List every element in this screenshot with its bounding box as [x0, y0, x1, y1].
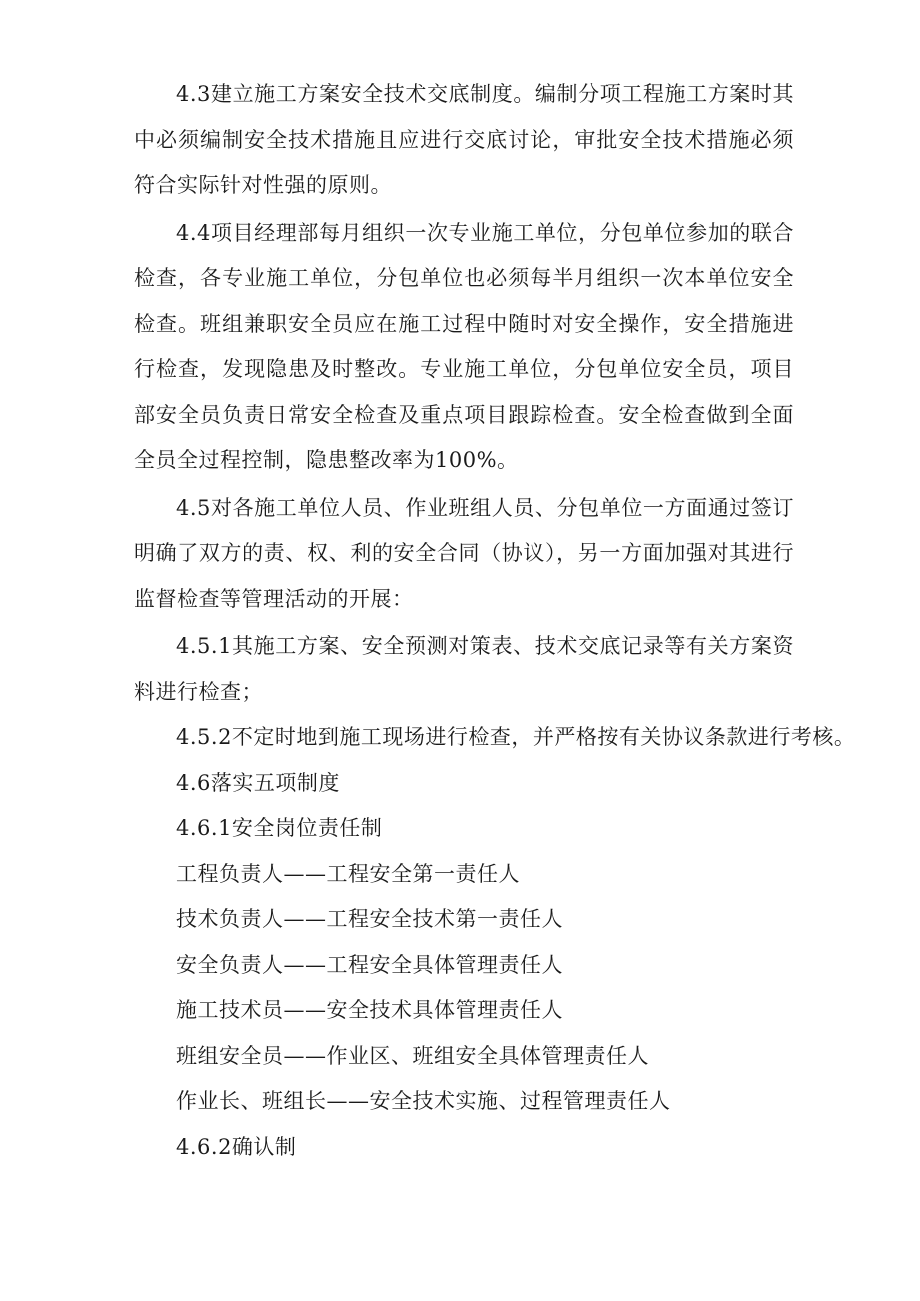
responsibility-line: 班组安全员——作业区、班组安全具体管理责任人	[176, 1043, 649, 1068]
paragraph-4-4: 4.4项目经理部每月组织一次专业施工单位，分包单位参加的联合检查，各专业施工单位，分包单位也必须每半月组织一次本单位安全检查。班组兼职安全员应在施工过程中随时对安全操作，安全措施进行检查，发现隐患及时整改。专业施工单位，分包单位安全员，项目部安全员负责日常安全检查及重点项目跟踪检查。安全检查做到全面全员全过程控制，隐患整改率为100%。	[134, 220, 794, 472]
document-body	[134, 72, 856, 1170]
paragraph-4-3: 4.3建立施工方案安全技术交底制度。编制分项工程施工方案时其中必须编制安全技术措施且应进行交底讨论，审批安全技术措施必须符合实际针对性强的原则。	[134, 82, 794, 197]
heading-4-6-2: 4.6.2确认制	[176, 1134, 297, 1159]
responsibility-line: 安全负责人——工程安全具体管理责任人	[176, 952, 563, 977]
heading-4-6: 4.6落实五项制度	[176, 770, 340, 795]
heading-4-6-1: 4.6.1安全岗位责任制	[176, 816, 383, 840]
responsibility-line: 作业长、班组长——安全技术实施、过程管理责任人	[176, 1089, 671, 1113]
line-4-5-2: 4.5.2不定时地到施工现场进行检查，并严格按有关协议条款进行考核。	[176, 725, 856, 749]
responsibility-line: 工程负责人——工程安全第一责任人	[176, 861, 520, 886]
responsibility-line: 施工技术员——安全技术具体管理责任人	[176, 998, 563, 1022]
responsibility-line: 技术负责人——工程安全技术第一责任人	[176, 907, 563, 931]
paragraph-4-5-1: 4.5.1其施工方案、安全预测对策表、技术交底记录等有关方案资料进行检查；	[134, 634, 794, 704]
paragraph-4-5: 4.5对各施工单位人员、作业班组人员、分包单位一方面通过签订明确了双方的责、权、利的安全合同（协议），另一方面加强对其进行监督检查等管理活动的开展：	[134, 495, 794, 611]
